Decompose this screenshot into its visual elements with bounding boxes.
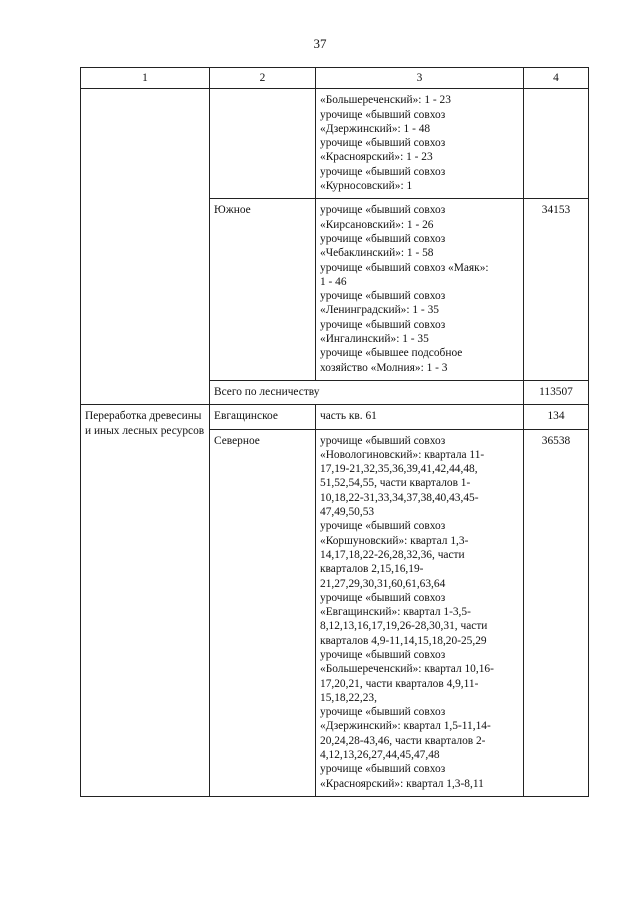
page-number: 37 [313, 36, 327, 51]
tract-line: урочище «бывший совхоз «Маяк»: [320, 261, 489, 274]
tract-line: урочище «бывший совхоз [320, 591, 446, 604]
tracts-cell [316, 429, 524, 796]
tract-line: урочище «бывший совхоз [320, 204, 446, 217]
tract-line: «Ингалинский»: 1 - 35 [320, 333, 429, 346]
tract-line: «Красноярский»: 1 - 23 [320, 151, 433, 164]
tract-line: урочище «бывший совхоз [320, 706, 446, 719]
tract-line: 21,27,29,30,31,60,61,63,64 [320, 577, 446, 590]
tract-line: 15,18,22,23, [320, 691, 377, 704]
area-cell: 134 [524, 405, 589, 429]
forestry-district-cell: Северное [210, 429, 316, 796]
forestry-district-cell [210, 89, 316, 199]
header-col-1: 1 [81, 68, 210, 89]
tract-line: «Дзержинский»: 1 - 48 [320, 122, 431, 135]
header-col-2: 2 [210, 68, 316, 89]
tract-line: урочище «бывший совхоз [320, 290, 446, 303]
tract-line: «Большереченский»: 1 - 23 [320, 94, 451, 107]
table-row [81, 89, 589, 199]
total-value: 113507 [524, 380, 589, 404]
tract-line: «Красноярский»: квартал 1,3-8,11 [320, 777, 484, 790]
tract-line: 51,52,54,55, части кварталов 1- [320, 477, 471, 490]
tract-line: «Евгащинский»: квартал 1-3,5- [320, 606, 471, 619]
tract-line: урочище «бывший совхоз [320, 232, 446, 245]
tract-line: «Кирсановский»: 1 - 26 [320, 218, 434, 231]
tract-line: урочище «бывший совхоз [320, 434, 446, 447]
tract-line: 17,19-21,32,35,36,39,41,42,44,48, [320, 463, 478, 476]
tract-line: урочище «бывшее подсобное [320, 347, 463, 360]
tract-line: «Ленинградский»: 1 - 35 [320, 304, 439, 317]
tract-line: 14,17,18,22-26,28,32,36, части [320, 548, 465, 561]
tract-line: «Курносовский»: 1 [320, 180, 413, 193]
tract-line: 1 - 46 [320, 275, 347, 288]
tract-line: «Большереченский»: квартал 10,16- [320, 663, 494, 676]
tract-line: «Чебаклинский»: 1 - 58 [320, 247, 434, 260]
tract-line: хозяйство «Молния»: 1 - 3 [320, 361, 448, 374]
tract-line: 4,12,13,26,27,44,45,47,48 [320, 749, 440, 762]
tract-line: 10,18,22-31,33,34,37,38,40,43,45- [320, 491, 479, 504]
header-col-3: 3 [316, 68, 524, 89]
tract-line: урочище «бывший совхоз [320, 648, 446, 661]
area-cell [524, 89, 589, 199]
tract-line: кварталов 4,9-11,14,15,18,20-25,29 [320, 634, 487, 647]
tract-line: урочище «бывший совхоз [320, 318, 446, 331]
tract-line: «Дзержинский»: квартал 1,5-11,14- [320, 720, 491, 733]
total-label: Всего по лесничеству [210, 380, 524, 404]
header-col-4: 4 [524, 68, 589, 89]
header-row [81, 68, 589, 89]
tract-line: урочище «бывший совхоз [320, 520, 446, 533]
tract-line: 17,20,21, части кварталов 4,9,11- [320, 677, 479, 690]
tract-line: урочище «бывший совхоз [320, 108, 446, 121]
tract-line: урочище «бывший совхоз [320, 137, 446, 150]
tract-line: часть кв. 61 [320, 410, 377, 423]
activity-cell: Переработка древесины и иных лесных ресурсов [81, 405, 210, 797]
forestry-district-cell: Южное [210, 199, 316, 381]
activity-cell [81, 89, 210, 405]
tract-line: 8,12,13,16,17,19,26-28,30,31, части [320, 620, 488, 633]
area-cell: 34153 [524, 199, 589, 381]
tract-line: урочище «бывший совхоз [320, 763, 446, 776]
tract-line: «Коршуновский»: квартал 1,3- [320, 534, 469, 547]
tract-line: 47,49,50,53 [320, 506, 375, 519]
tract-line: урочище «бывший совхоз [320, 165, 446, 178]
tract-line: «Новологиновский»: квартала 11- [320, 448, 485, 461]
tract-line: 20,24,28-43,46, части кварталов 2- [320, 734, 486, 747]
forestry-district-cell: Евгащинское [210, 405, 316, 429]
tracts-cell [316, 405, 524, 429]
tract-line: кварталов 2,15,16,19- [320, 563, 424, 576]
table-row [81, 405, 589, 429]
tracts-cell [316, 199, 524, 381]
forestry-table [80, 67, 589, 797]
tracts-cell [316, 89, 524, 199]
area-cell: 36538 [524, 429, 589, 796]
